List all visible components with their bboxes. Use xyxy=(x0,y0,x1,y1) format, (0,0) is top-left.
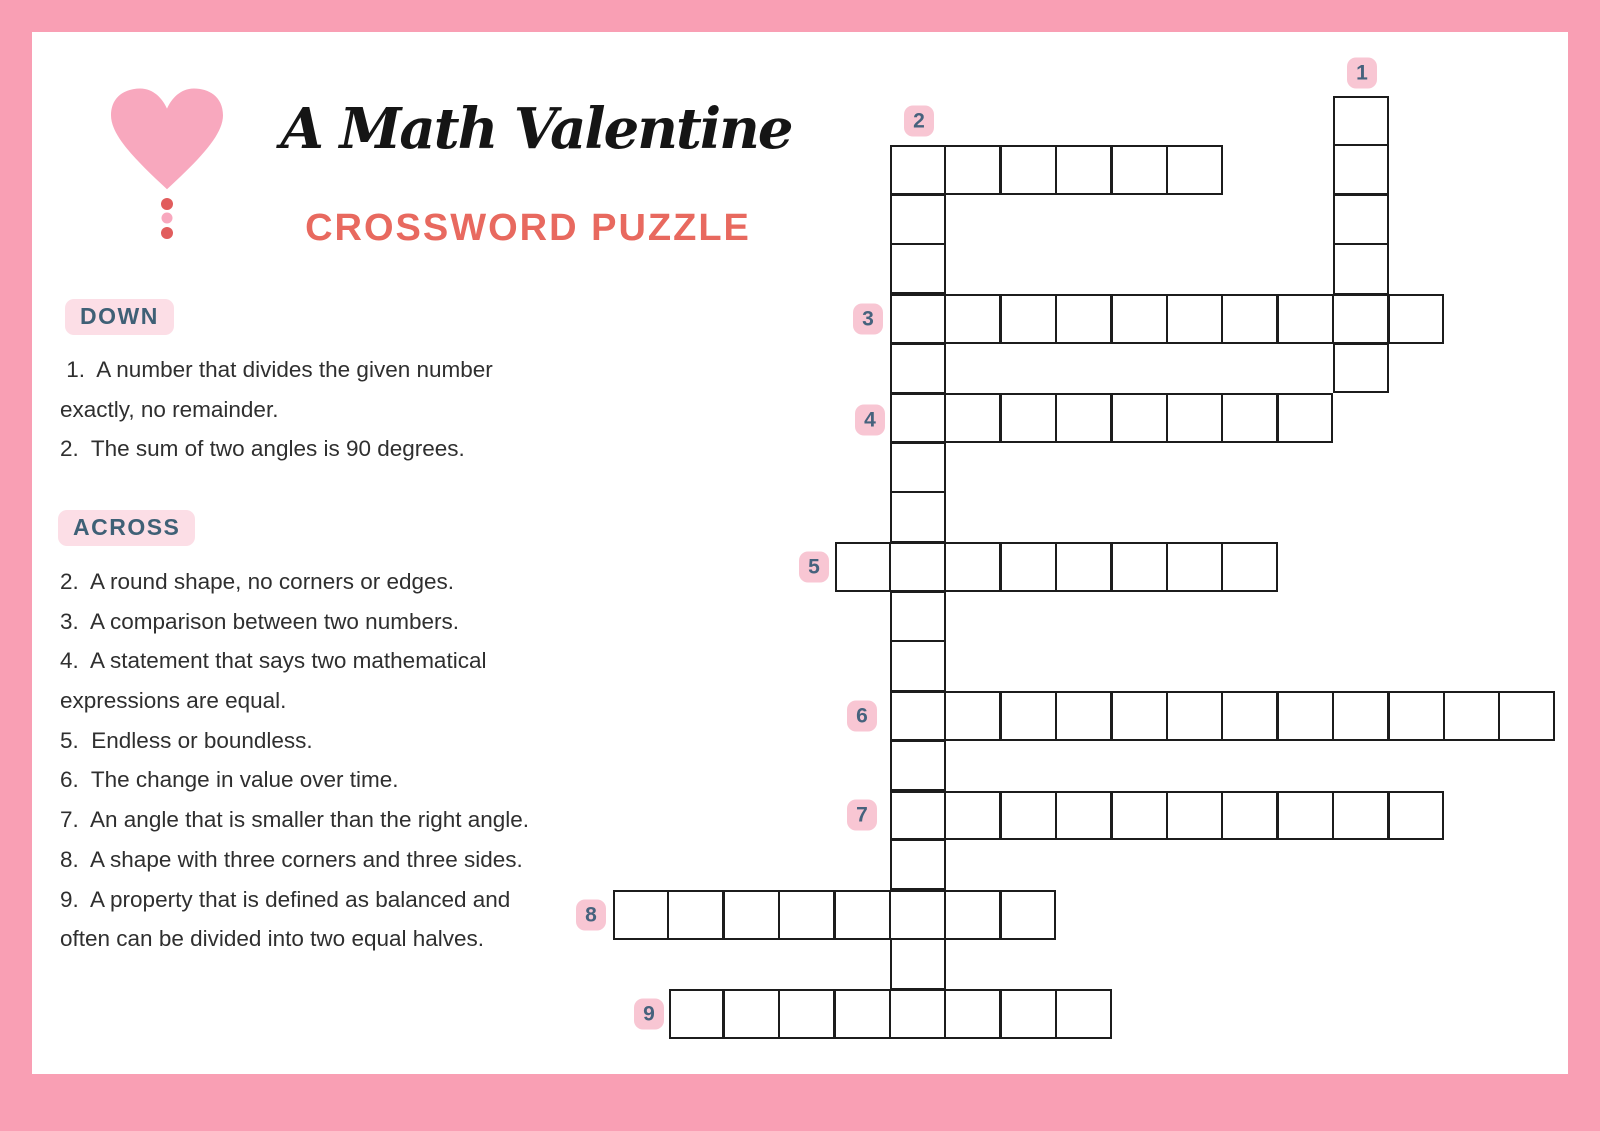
grid-cell-across-7-9[interactable] xyxy=(1333,793,1388,843)
grid-cell-across-3-8[interactable] xyxy=(1278,296,1333,346)
across-clue-line: often can be divided into two equal halves. xyxy=(60,926,485,952)
entry-down-1 xyxy=(1333,96,1388,394)
grid-cell-across-6-2[interactable] xyxy=(945,693,1000,743)
grid-cell-across-8-4[interactable] xyxy=(779,892,834,942)
down-clue-line: 1. A number that divides the given number xyxy=(60,357,493,382)
grid-cell-across-7-4[interactable] xyxy=(1056,793,1111,843)
grid-cell-across-8-2[interactable] xyxy=(668,892,723,942)
grid-cell-across-4-8[interactable] xyxy=(1278,395,1333,445)
grid-cell-across-4-4[interactable] xyxy=(1056,395,1111,445)
grid-cell-across-5-5[interactable] xyxy=(1056,544,1111,594)
grid-cell-across-6-1[interactable] xyxy=(890,693,945,743)
entry-across-8 xyxy=(613,890,1056,940)
across-clue-line: 9. A property that is defined as balanced and xyxy=(60,886,511,912)
grid-cell-across-3-4[interactable] xyxy=(1056,296,1111,346)
grid-cell-across-4-3[interactable] xyxy=(1001,395,1056,445)
grid-cell-across-5-1[interactable] xyxy=(834,544,889,594)
across-clue-line: 7. An angle that is smaller than the right angle. xyxy=(60,807,530,833)
grid-cell-across-8-3[interactable] xyxy=(724,892,779,942)
grid-cell-across-7-1[interactable] xyxy=(890,793,945,843)
grid-cell-down-1-3[interactable] xyxy=(1335,194,1390,244)
grid-cell-across-7-2[interactable] xyxy=(945,793,1000,843)
grid-cell-across-7-7[interactable] xyxy=(1222,793,1277,843)
grid-cell-across-7-3[interactable] xyxy=(1001,793,1056,843)
clue-number-badge-6: 6 xyxy=(847,701,877,732)
grid-cell-down-2-11[interactable] xyxy=(892,641,947,691)
clue-number-badge-7: 7 xyxy=(847,800,877,831)
entry-across-3 xyxy=(890,294,1444,344)
grid-cell-across-9-2[interactable] xyxy=(724,991,779,1041)
entry-across-4 xyxy=(890,393,1333,443)
grid-cell-down-2-15[interactable] xyxy=(892,840,947,890)
clue-number-badge-4: 4 xyxy=(855,405,885,436)
grid-cell-across-9-6[interactable] xyxy=(945,991,1000,1041)
grid-cell-across-6-12[interactable] xyxy=(1499,693,1554,743)
grid-cell-across-9-1[interactable] xyxy=(668,991,723,1041)
across-section-label: ACROSS xyxy=(58,510,195,546)
grid-cell-down-2-7[interactable] xyxy=(892,443,947,493)
down-clue-line: exactly, no remainder. xyxy=(60,396,279,422)
grid-cell-across-9-4[interactable] xyxy=(834,991,889,1041)
grid-cell-across-9-3[interactable] xyxy=(779,991,834,1041)
grid-cell-down-1-2[interactable] xyxy=(1335,145,1390,195)
down-section-label: DOWN xyxy=(65,299,174,335)
grid-cell-across-5-6[interactable] xyxy=(1111,544,1166,594)
down-clue-line: 2. The sum of two angles is 90 degrees. xyxy=(60,436,465,462)
grid-cell-across-2-4[interactable] xyxy=(1056,147,1111,197)
grid-cell-across-9-7[interactable] xyxy=(1001,991,1056,1041)
entry-across-6 xyxy=(890,691,1555,741)
heart-dot-icon xyxy=(161,198,173,210)
clue-number-badge-1: 1 xyxy=(1347,58,1377,89)
grid-cell-across-8-7[interactable] xyxy=(945,892,1000,942)
grid-cell-across-3-6[interactable] xyxy=(1167,296,1222,346)
across-clue-line: 3. A comparison between two numbers. xyxy=(60,608,459,634)
grid-cell-down-1-1[interactable] xyxy=(1335,95,1390,145)
across-clue-line: 2. A round shape, no corners or edges. xyxy=(60,569,455,594)
across-clue-line: 4. A statement that says two mathematical xyxy=(60,648,487,674)
grid-cell-across-5-2[interactable] xyxy=(890,544,945,594)
down-clues-list xyxy=(60,350,493,469)
grid-cell-down-2-10[interactable] xyxy=(892,592,947,642)
grid-cell-across-8-6[interactable] xyxy=(890,892,945,942)
grid-cell-across-5-4[interactable] xyxy=(1001,544,1056,594)
grid-cell-across-6-7[interactable] xyxy=(1222,693,1277,743)
grid-cell-down-2-17[interactable] xyxy=(892,939,947,989)
grid-cell-across-7-5[interactable] xyxy=(1111,793,1166,843)
grid-cell-across-2-2[interactable] xyxy=(945,147,1000,197)
heart-dot-icon xyxy=(161,227,173,239)
grid-cell-across-4-2[interactable] xyxy=(945,395,1000,445)
page-subtitle: CROSSWORD PUZZLE xyxy=(305,207,751,249)
grid-cell-across-6-9[interactable] xyxy=(1333,693,1388,743)
grid-cell-across-6-6[interactable] xyxy=(1167,693,1222,743)
grid-cell-across-2-5[interactable] xyxy=(1111,147,1166,197)
across-clue-line: 5. Endless or boundless. xyxy=(60,727,313,753)
across-clue-line: 6. The change in value over time. xyxy=(60,767,399,793)
grid-cell-down-2-3[interactable] xyxy=(892,244,947,294)
grid-cell-across-4-7[interactable] xyxy=(1222,395,1277,445)
clue-number-badge-5: 5 xyxy=(799,552,829,583)
grid-cell-across-4-1[interactable] xyxy=(890,395,945,445)
grid-cell-across-8-5[interactable] xyxy=(834,892,889,942)
grid-cell-across-6-10[interactable] xyxy=(1388,693,1443,743)
grid-cell-across-3-7[interactable] xyxy=(1222,296,1277,346)
grid-cell-across-8-1[interactable] xyxy=(613,892,668,942)
heart-dot-icon xyxy=(162,213,173,224)
grid-cell-across-8-8[interactable] xyxy=(1001,892,1056,942)
grid-cell-across-5-3[interactable] xyxy=(945,544,1000,594)
grid-cell-across-6-8[interactable] xyxy=(1278,693,1333,743)
grid-cell-down-1-6[interactable] xyxy=(1335,343,1390,393)
entry-across-2 xyxy=(890,145,1222,195)
grid-cell-across-4-5[interactable] xyxy=(1111,395,1166,445)
grid-cell-across-2-3[interactable] xyxy=(1001,147,1056,197)
across-clues-list xyxy=(60,562,529,959)
heart-icon xyxy=(111,88,223,192)
grid-cell-across-3-1[interactable] xyxy=(890,296,945,346)
grid-cell-across-5-7[interactable] xyxy=(1167,544,1222,594)
grid-cell-across-3-9[interactable] xyxy=(1333,296,1388,346)
grid-cell-across-7-10[interactable] xyxy=(1388,793,1443,843)
grid-cell-down-2-8[interactable] xyxy=(892,492,947,542)
entry-across-7 xyxy=(890,791,1444,841)
grid-cell-across-3-3[interactable] xyxy=(1001,296,1056,346)
entry-across-5 xyxy=(835,542,1278,592)
grid-cell-across-7-8[interactable] xyxy=(1278,793,1333,843)
grid-cell-across-6-11[interactable] xyxy=(1444,693,1499,743)
grid-cell-down-2-2[interactable] xyxy=(892,194,947,244)
grid-cell-across-7-6[interactable] xyxy=(1167,793,1222,843)
grid-cell-down-2-13[interactable] xyxy=(892,741,947,791)
grid-cell-across-2-6[interactable] xyxy=(1167,147,1222,197)
grid-cell-across-6-5[interactable] xyxy=(1111,693,1166,743)
grid-cell-across-2-1[interactable] xyxy=(890,147,945,197)
clue-number-badge-2: 2 xyxy=(904,106,934,137)
across-clue-line: expressions are equal. xyxy=(60,688,287,714)
grid-cell-across-9-8[interactable] xyxy=(1056,991,1111,1041)
grid-cell-down-2-5[interactable] xyxy=(892,343,947,393)
grid-cell-across-9-5[interactable] xyxy=(890,991,945,1041)
grid-cell-across-4-6[interactable] xyxy=(1167,395,1222,445)
page-title: A Math Valentine xyxy=(280,96,792,162)
entry-across-9 xyxy=(669,989,1112,1039)
clue-number-badge-8: 8 xyxy=(576,900,606,931)
clue-number-badge-3: 3 xyxy=(853,304,883,335)
grid-cell-across-6-4[interactable] xyxy=(1056,693,1111,743)
grid-cell-across-3-10[interactable] xyxy=(1388,296,1443,346)
grid-cell-across-5-8[interactable] xyxy=(1222,544,1277,594)
grid-cell-across-3-2[interactable] xyxy=(945,296,1000,346)
across-clue-line: 8. A shape with three corners and three sides. xyxy=(60,846,523,872)
grid-cell-down-1-4[interactable] xyxy=(1335,244,1390,294)
grid-cell-across-3-5[interactable] xyxy=(1111,296,1166,346)
clue-number-badge-9: 9 xyxy=(634,999,664,1030)
grid-cell-across-6-3[interactable] xyxy=(1001,693,1056,743)
